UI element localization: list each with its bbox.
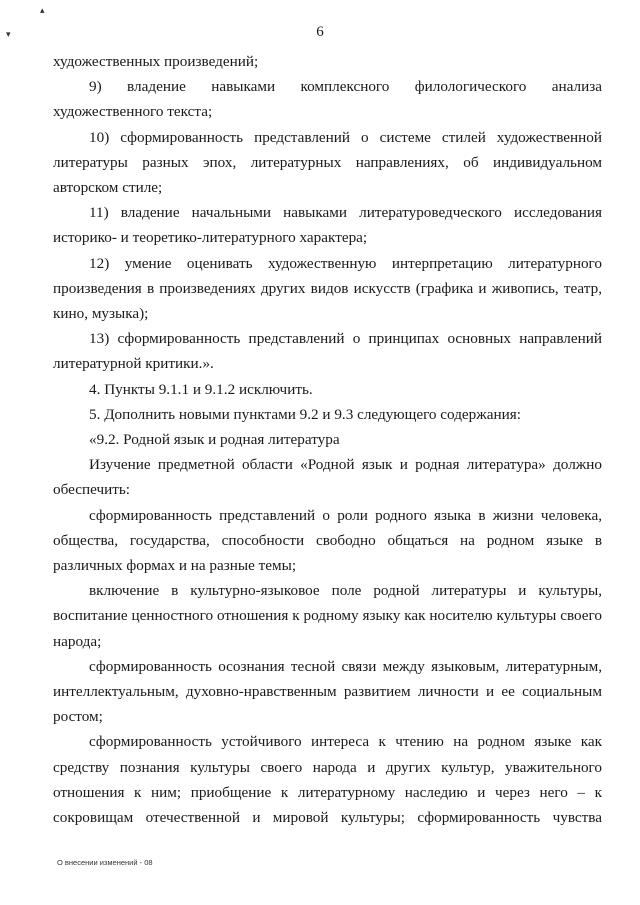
paragraph: включение в культурно-языковое поле родной литературы и культуры, воспитание ценностного отношения к родному языку как носителю культуры своего народа; [53,582,602,650]
page-number: 6 [316,24,324,40]
paragraph: сформированность представлений о роли родного языка в жизни человека, общества, государства, способности свободно общаться на родном языке в различных формах и на разные темы; [53,506,602,575]
paragraph: 13) сформированность представлений о принципах основных направлений литературной критики.». [53,330,602,373]
scan-mark: ▾ [6,29,11,39]
paragraph: сформированность устойчивого интереса к чтению на родном языке как средству познания культуры своего народа и других культур, уважительного отношения к ним; приобщение к литературному наследию и через него – к сокровищам отечественной и мировой культуры; сформированность чувства [53,733,602,827]
paragraph: 11) владение начальными навыками литературоведческого исследования историко- и теоретико-литературного характера; [53,204,602,247]
paragraph: 10) сформированность представлений о системе стилей художественной литературы разных эпох, литературных направлениях, об индивидуальном авторском стиле; [53,128,602,197]
scan-mark: ▴ [40,5,45,15]
paragraph: Изучение предметной области «Родной язык и родная литература» должно обеспечить: [53,456,602,499]
paragraph: 12) умение оценивать художественную интерпретацию литературного произведения в произведениях других видов искусств (графика и живопись, театр, кино, музыка); [53,254,602,323]
section-heading: «9.2. Родной язык и родная литература [89,431,340,449]
paragraph: 4. Пункты 9.1.1 и 9.1.2 исключить. [89,380,313,398]
paragraph: 9) владение навыками комплексного филологического анализа художественного текста; [53,78,602,121]
document-body [53,49,602,830]
footer-note: О внесении изменений - 08 [57,858,153,867]
paragraph: сформированность осознания тесной связи между языковым, литературным, интеллектуальным, духовно-нравственным развитием личности и ее социальным ростом; [53,657,602,726]
paragraph: 5. Дополнить новыми пунктами 9.2 и 9.3 следующего содержания: [89,405,521,423]
paragraph: художественных произведений; [53,53,259,70]
